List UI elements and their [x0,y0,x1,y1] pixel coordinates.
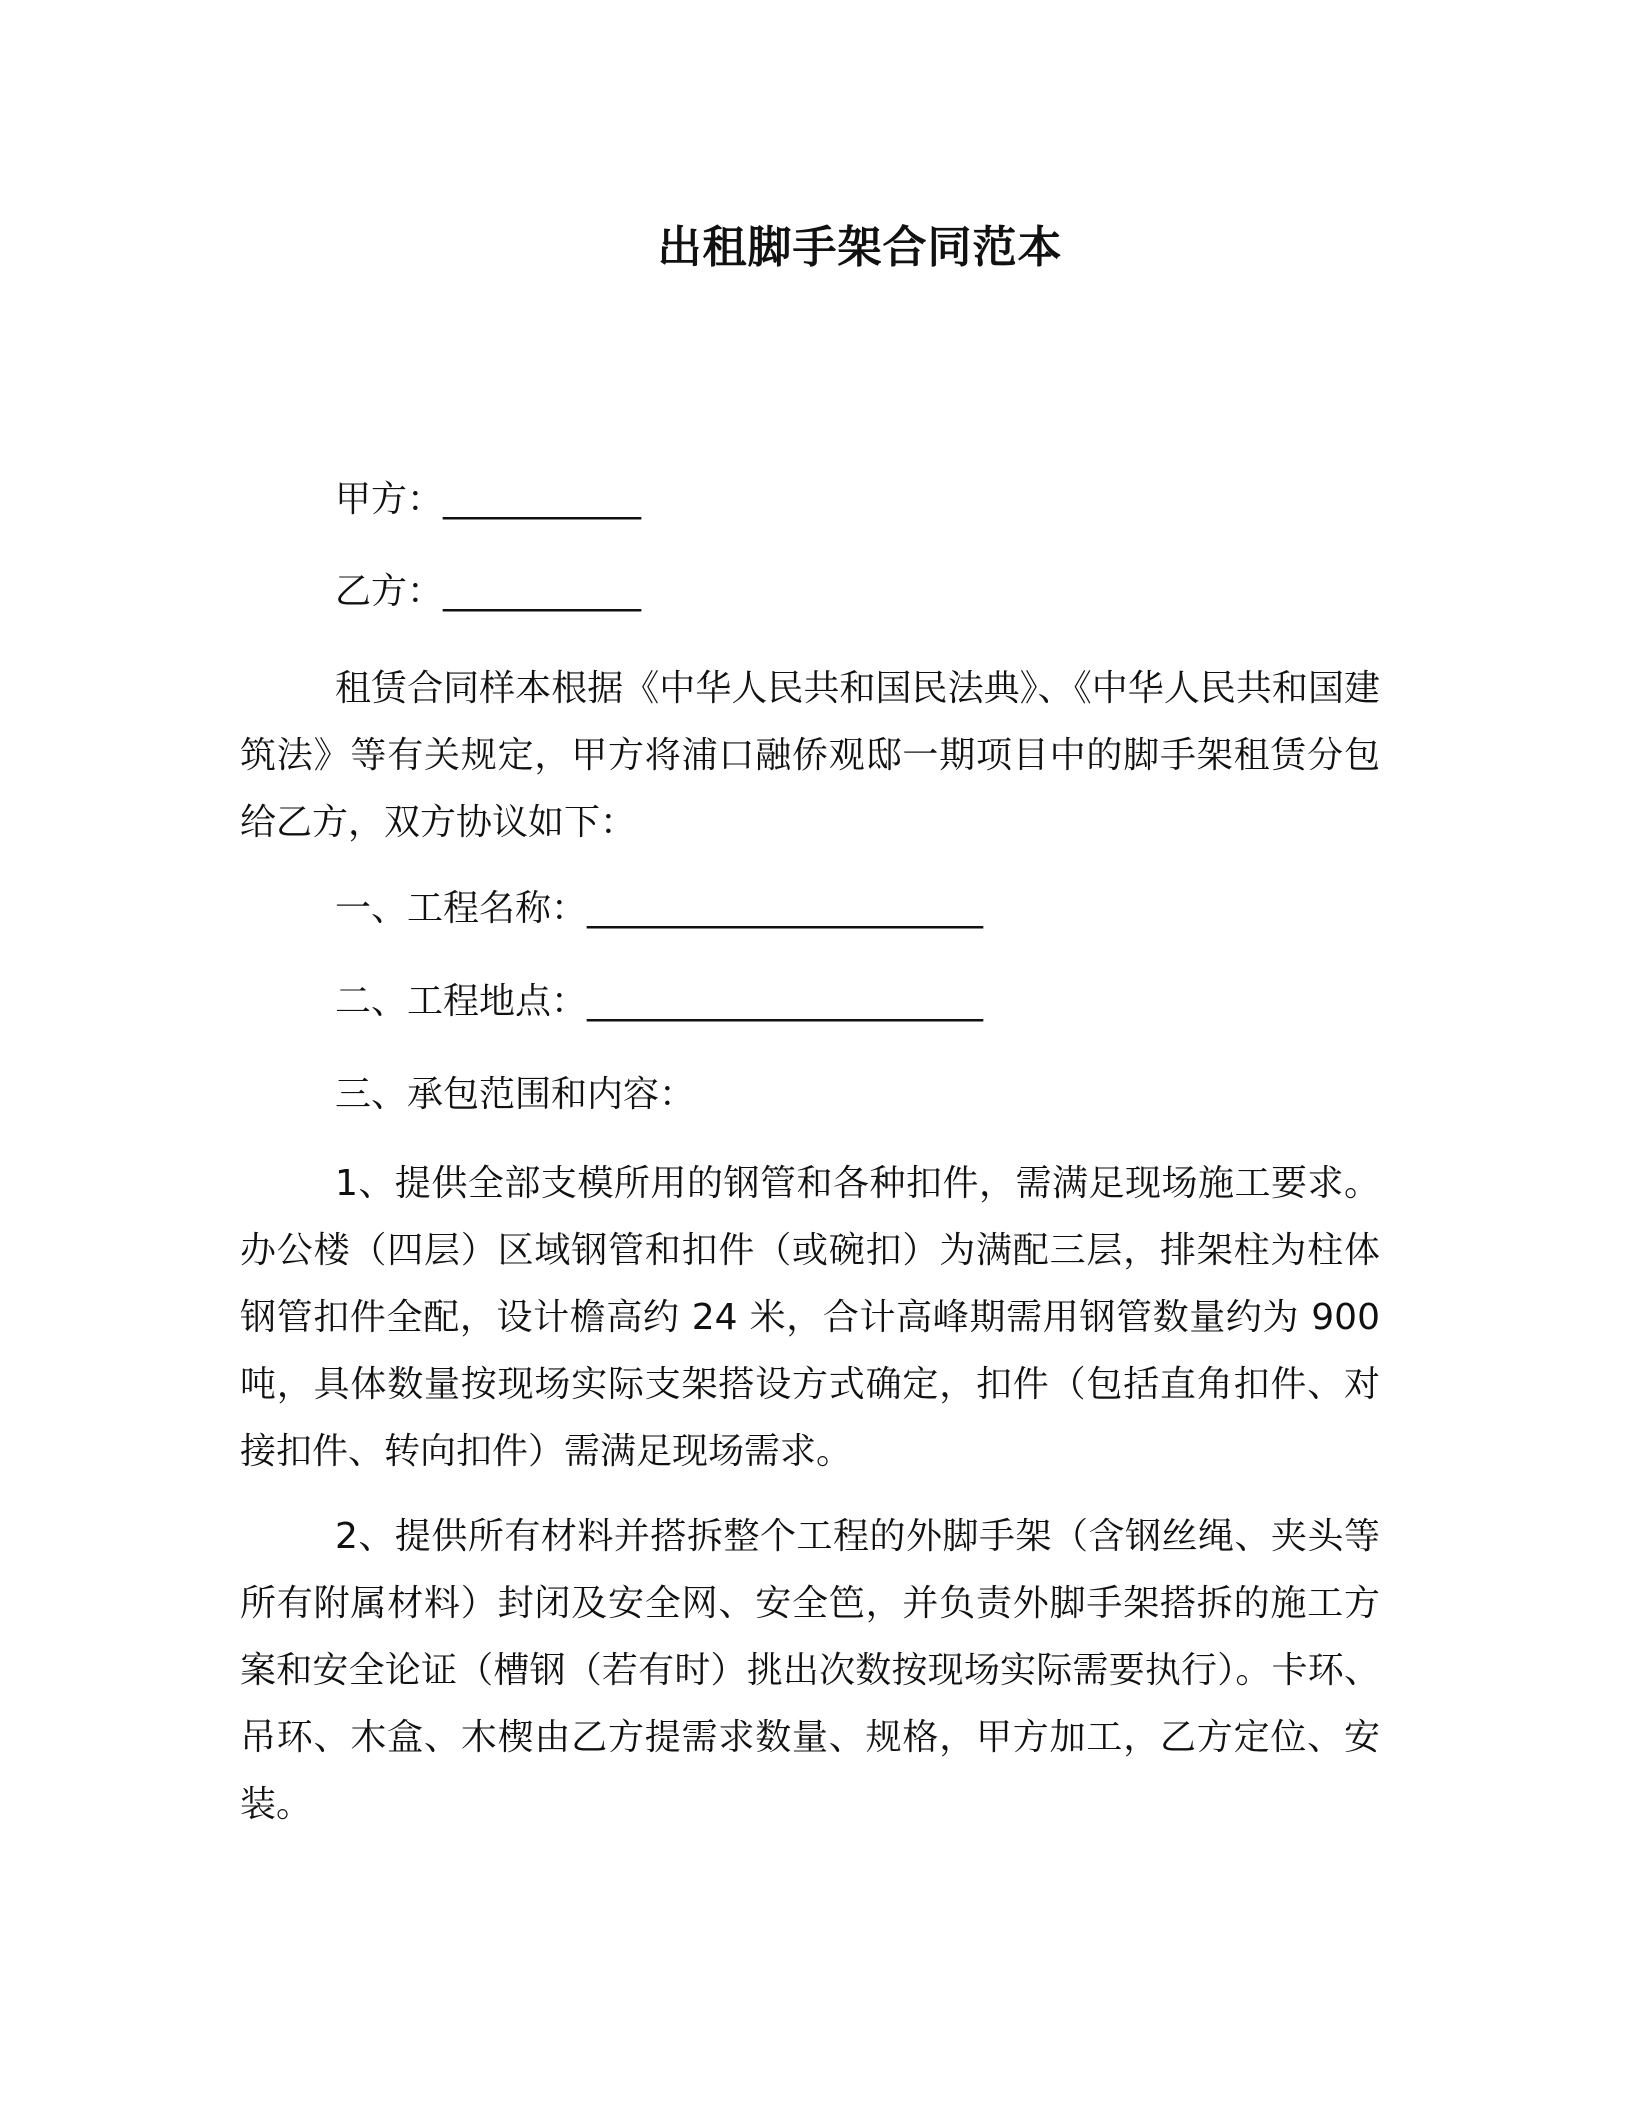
document-title: 出租脚手架合同范本 [657,222,1063,273]
project-name-line: 一、工程名称：______________________ [335,888,984,929]
clause-1-paragraph: 1、提供全部支模所用的钢管和各种扣件，需满足现场施工要求。办公楼（四层）区域钢管和扣件（或碗扣）为满配三层，排架柱为柱体钢管扣件全配，设计檐高约 24 米，合计高峰期需用钢管数量约为 900 吨，具体数量按现场实际支架搭设方式确定，扣件（包括直角扣件、对接扣件、转向扣件）需满足现场需求。 [240,1163,1380,1472]
intro-paragraph: 租赁合同样本根据《中华人民共和国民法典》、《中华人民共和国建筑法》等有关规定，甲方将浦口融侨观邸一期项目中的脚手架租赁分包给乙方，双方协议如下： [240,668,1380,843]
project-location-line: 二、工程地点：______________________ [335,981,984,1022]
party-b-line: 乙方：___________ [335,571,642,612]
party-a-line: 甲方：___________ [335,479,642,520]
clause-2-paragraph: 2、提供所有材料并搭拆整个工程的外脚手架（含钢丝绳、夹头等所有附属材料）封闭及安全网、安全笆，并负责外脚手架搭拆的施工方案和安全论证（槽钢（若有时）挑出次数按现场实际需要执行）。卡环、吊环、木盒、木楔由乙方提需求数量、规格，甲方加工，乙方定位、安装。 [240,1516,1380,1825]
scope-heading: 三、承包范围和内容： [335,1074,696,1115]
